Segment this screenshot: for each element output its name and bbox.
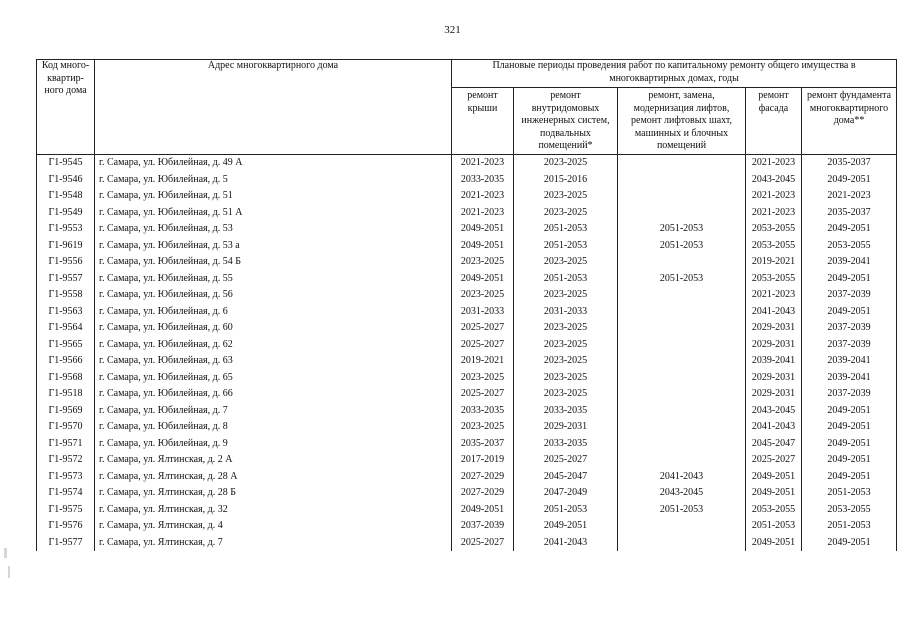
cell-address: г. Самара, ул. Юбилейная, д. 49 А — [95, 155, 452, 172]
cell-foundation: 2039-2041 — [802, 254, 897, 271]
cell-address: г. Самара, ул. Юбилейная, д. 66 — [95, 386, 452, 403]
cell-foundation: 2051-2053 — [802, 518, 897, 535]
table-row — [37, 254, 897, 271]
cell-engineering: 2025-2027 — [514, 452, 618, 469]
cell-facade: 2043-2045 — [746, 403, 802, 420]
cell-foundation: 2049-2051 — [802, 436, 897, 453]
cell-roof: 2025-2027 — [452, 320, 514, 337]
cell-address: г. Самара, ул. Ялтинская, д. 4 — [95, 518, 452, 535]
cell-engineering: 2033-2035 — [514, 436, 618, 453]
table-row — [37, 337, 897, 354]
cell-roof: 2023-2025 — [452, 370, 514, 387]
table-row — [37, 518, 897, 535]
cell-facade: 2029-2031 — [746, 386, 802, 403]
cell-engineering: 2049-2051 — [514, 518, 618, 535]
cell-address: г. Самара, ул. Юбилейная, д. 5 — [95, 172, 452, 189]
cell-facade: 2021-2023 — [746, 155, 802, 172]
cell-engineering: 2023-2025 — [514, 188, 618, 205]
cell-roof: 2049-2051 — [452, 502, 514, 519]
cell-facade: 2025-2027 — [746, 452, 802, 469]
cell-code: Г1-9558 — [37, 287, 95, 304]
cell-elevators — [618, 155, 746, 172]
cell-foundation: 2051-2053 — [802, 485, 897, 502]
cell-address: г. Самара, ул. Юбилейная, д. 6 — [95, 304, 452, 321]
cell-elevators: 2051-2053 — [618, 502, 746, 519]
cell-elevators: 2041-2043 — [618, 469, 746, 486]
cell-address: г. Самара, ул. Юбилейная, д. 7 — [95, 403, 452, 420]
cell-roof: 2027-2029 — [452, 469, 514, 486]
cell-address: г. Самара, ул. Юбилейная, д. 53 а — [95, 238, 452, 255]
cell-roof: 2021-2023 — [452, 155, 514, 172]
cell-facade: 2053-2055 — [746, 238, 802, 255]
cell-roof: 2037-2039 — [452, 518, 514, 535]
cell-code: Г1-9557 — [37, 271, 95, 288]
cell-code: Г1-9556 — [37, 254, 95, 271]
cell-engineering: 2047-2049 — [514, 485, 618, 502]
table-row — [37, 320, 897, 337]
cell-elevators: 2051-2053 — [618, 238, 746, 255]
cell-code: Г1-9574 — [37, 485, 95, 502]
cell-elevators — [618, 370, 746, 387]
cell-foundation: 2049-2051 — [802, 403, 897, 420]
cell-address: г. Самара, ул. Юбилейная, д. 55 — [95, 271, 452, 288]
cell-elevators — [618, 304, 746, 321]
cell-roof: 2031-2033 — [452, 304, 514, 321]
table-row — [37, 188, 897, 205]
cell-foundation: 2021-2023 — [802, 188, 897, 205]
cell-roof: 2025-2027 — [452, 386, 514, 403]
cell-facade: 2053-2055 — [746, 221, 802, 238]
cell-elevators — [618, 518, 746, 535]
cell-elevators — [618, 287, 746, 304]
cell-foundation: 2049-2051 — [802, 221, 897, 238]
cell-code: Г1-9575 — [37, 502, 95, 519]
header-address: Адрес многоквартирного дома — [95, 60, 452, 155]
cell-foundation: 2037-2039 — [802, 320, 897, 337]
cell-facade: 2049-2051 — [746, 485, 802, 502]
cell-roof: 2021-2023 — [452, 205, 514, 222]
cell-engineering: 2051-2053 — [514, 238, 618, 255]
cell-address: г. Самара, ул. Юбилейная, д. 62 — [95, 337, 452, 354]
cell-code: Г1-9577 — [37, 535, 95, 552]
header-engineering: ремонт внутридомовых инженерных систем, подвальных помещений* — [514, 88, 618, 155]
cell-roof: 2033-2035 — [452, 172, 514, 189]
cell-address: г. Самара, ул. Юбилейная, д. 56 — [95, 287, 452, 304]
header-facade: ремонт фасада — [746, 88, 802, 155]
cell-engineering: 2051-2053 — [514, 502, 618, 519]
cell-code: Г1-9573 — [37, 469, 95, 486]
header-roof: ремонт крыши — [452, 88, 514, 155]
table-body — [37, 155, 897, 552]
cell-engineering: 2023-2025 — [514, 337, 618, 354]
cell-elevators: 2043-2045 — [618, 485, 746, 502]
cell-roof: 2049-2051 — [452, 221, 514, 238]
cell-address: г. Самара, ул. Ялтинская, д. 32 — [95, 502, 452, 519]
cell-elevators — [618, 188, 746, 205]
cell-address: г. Самара, ул. Юбилейная, д. 63 — [95, 353, 452, 370]
cell-foundation: 2053-2055 — [802, 238, 897, 255]
cell-foundation: 2039-2041 — [802, 353, 897, 370]
cell-engineering: 2023-2025 — [514, 320, 618, 337]
table-row — [37, 353, 897, 370]
cell-roof: 2049-2051 — [452, 271, 514, 288]
table-row — [37, 469, 897, 486]
cell-elevators — [618, 320, 746, 337]
table-row — [37, 287, 897, 304]
scan-artifact — [8, 566, 10, 578]
cell-code: Г1-9563 — [37, 304, 95, 321]
cell-code: Г1-9546 — [37, 172, 95, 189]
cell-foundation: 2049-2051 — [802, 172, 897, 189]
cell-roof: 2033-2035 — [452, 403, 514, 420]
cell-facade: 2043-2045 — [746, 172, 802, 189]
cell-facade: 2041-2043 — [746, 304, 802, 321]
cell-address: г. Самара, ул. Юбилейная, д. 51 А — [95, 205, 452, 222]
cell-foundation: 2037-2039 — [802, 386, 897, 403]
cell-elevators: 2051-2053 — [618, 221, 746, 238]
cell-address: г. Самара, ул. Ялтинская, д. 2 А — [95, 452, 452, 469]
cell-engineering: 2051-2053 — [514, 221, 618, 238]
cell-foundation: 2053-2055 — [802, 502, 897, 519]
cell-roof: 2035-2037 — [452, 436, 514, 453]
cell-address: г. Самара, ул. Ялтинская, д. 7 — [95, 535, 452, 552]
capital-repair-schedule-table — [36, 59, 897, 551]
cell-engineering: 2023-2025 — [514, 205, 618, 222]
cell-foundation: 2049-2051 — [802, 452, 897, 469]
cell-code: Г1-9571 — [37, 436, 95, 453]
cell-roof: 2019-2021 — [452, 353, 514, 370]
table-row — [37, 155, 897, 172]
cell-elevators — [618, 436, 746, 453]
cell-facade: 2029-2031 — [746, 337, 802, 354]
table-row — [37, 238, 897, 255]
cell-foundation: 2049-2051 — [802, 419, 897, 436]
cell-address: г. Самара, ул. Юбилейная, д. 8 — [95, 419, 452, 436]
cell-facade: 2049-2051 — [746, 535, 802, 552]
cell-roof: 2023-2025 — [452, 287, 514, 304]
cell-foundation: 2049-2051 — [802, 469, 897, 486]
cell-code: Г1-9549 — [37, 205, 95, 222]
cell-engineering: 2023-2025 — [514, 353, 618, 370]
cell-roof: 2027-2029 — [452, 485, 514, 502]
cell-facade: 2053-2055 — [746, 502, 802, 519]
cell-code: Г1-9566 — [37, 353, 95, 370]
cell-address: г. Самара, ул. Юбилейная, д. 51 — [95, 188, 452, 205]
cell-elevators — [618, 403, 746, 420]
cell-facade: 2041-2043 — [746, 419, 802, 436]
cell-engineering: 2015-2016 — [514, 172, 618, 189]
cell-code: Г1-9565 — [37, 337, 95, 354]
cell-foundation: 2035-2037 — [802, 205, 897, 222]
scan-artifact — [4, 548, 7, 558]
table-row — [37, 535, 897, 552]
cell-elevators — [618, 419, 746, 436]
cell-elevators — [618, 452, 746, 469]
cell-code: Г1-9619 — [37, 238, 95, 255]
cell-facade: 2029-2031 — [746, 370, 802, 387]
cell-roof: 2023-2025 — [452, 254, 514, 271]
cell-elevators — [618, 386, 746, 403]
cell-engineering: 2023-2025 — [514, 254, 618, 271]
cell-engineering: 2033-2035 — [514, 403, 618, 420]
cell-code: Г1-9569 — [37, 403, 95, 420]
cell-address: г. Самара, ул. Юбилейная, д. 53 — [95, 221, 452, 238]
cell-engineering: 2045-2047 — [514, 469, 618, 486]
cell-roof: 2017-2019 — [452, 452, 514, 469]
cell-foundation: 2039-2041 — [802, 370, 897, 387]
cell-elevators — [618, 254, 746, 271]
cell-engineering: 2023-2025 — [514, 370, 618, 387]
cell-address: г. Самара, ул. Юбилейная, д. 65 — [95, 370, 452, 387]
cell-foundation: 2049-2051 — [802, 271, 897, 288]
table-row — [37, 403, 897, 420]
header-periods: Плановые периоды проведения работ по капитальному ремонту общего имущества в многоквартирных домах, годы — [452, 60, 897, 88]
table-row — [37, 370, 897, 387]
cell-roof: 2023-2025 — [452, 419, 514, 436]
cell-elevators — [618, 353, 746, 370]
cell-engineering: 2023-2025 — [514, 287, 618, 304]
table-row — [37, 172, 897, 189]
cell-elevators — [618, 205, 746, 222]
cell-facade: 2021-2023 — [746, 287, 802, 304]
cell-foundation: 2049-2051 — [802, 535, 897, 552]
cell-elevators — [618, 172, 746, 189]
cell-engineering: 2023-2025 — [514, 386, 618, 403]
cell-roof: 2025-2027 — [452, 535, 514, 552]
table-row — [37, 304, 897, 321]
cell-facade: 2051-2053 — [746, 518, 802, 535]
cell-engineering: 2051-2053 — [514, 271, 618, 288]
table-row — [37, 485, 897, 502]
cell-elevators — [618, 337, 746, 354]
table-row — [37, 436, 897, 453]
header-elevators: ремонт, замена, модернизация лифтов, ремонт лифтовых шахт, машинных и блочных помещений — [618, 88, 746, 155]
cell-foundation: 2037-2039 — [802, 287, 897, 304]
table-row — [37, 271, 897, 288]
cell-facade: 2045-2047 — [746, 436, 802, 453]
cell-facade: 2019-2021 — [746, 254, 802, 271]
cell-foundation: 2035-2037 — [802, 155, 897, 172]
cell-address: г. Самара, ул. Юбилейная, д. 54 Б — [95, 254, 452, 271]
table-row — [37, 386, 897, 403]
cell-facade: 2049-2051 — [746, 469, 802, 486]
cell-engineering: 2031-2033 — [514, 304, 618, 321]
header-code: Код много-квартир-ного дома — [37, 60, 95, 155]
cell-facade: 2053-2055 — [746, 271, 802, 288]
table-row — [37, 221, 897, 238]
cell-facade: 2039-2041 — [746, 353, 802, 370]
cell-code: Г1-9576 — [37, 518, 95, 535]
cell-elevators — [618, 535, 746, 552]
cell-facade: 2021-2023 — [746, 205, 802, 222]
header-foundation: ремонт фундамента многоквартирного дома** — [802, 88, 897, 155]
cell-address: г. Самара, ул. Юбилейная, д. 60 — [95, 320, 452, 337]
cell-foundation: 2037-2039 — [802, 337, 897, 354]
cell-code: Г1-9564 — [37, 320, 95, 337]
cell-roof: 2049-2051 — [452, 238, 514, 255]
cell-address: г. Самара, ул. Ялтинская, д. 28 Б — [95, 485, 452, 502]
table-row — [37, 419, 897, 436]
cell-roof: 2025-2027 — [452, 337, 514, 354]
cell-engineering: 2029-2031 — [514, 419, 618, 436]
page-number: 321 — [444, 24, 461, 36]
table-row — [37, 502, 897, 519]
cell-foundation: 2049-2051 — [802, 304, 897, 321]
cell-code: Г1-9548 — [37, 188, 95, 205]
cell-code: Г1-9518 — [37, 386, 95, 403]
cell-elevators: 2051-2053 — [618, 271, 746, 288]
cell-facade: 2029-2031 — [746, 320, 802, 337]
cell-code: Г1-9553 — [37, 221, 95, 238]
cell-facade: 2021-2023 — [746, 188, 802, 205]
table-row — [37, 452, 897, 469]
cell-code: Г1-9568 — [37, 370, 95, 387]
table-row — [37, 205, 897, 222]
cell-code: Г1-9572 — [37, 452, 95, 469]
table-header — [37, 60, 897, 155]
cell-address: г. Самара, ул. Ялтинская, д. 28 А — [95, 469, 452, 486]
cell-engineering: 2023-2025 — [514, 155, 618, 172]
cell-code: Г1-9545 — [37, 155, 95, 172]
cell-address: г. Самара, ул. Юбилейная, д. 9 — [95, 436, 452, 453]
cell-code: Г1-9570 — [37, 419, 95, 436]
cell-engineering: 2041-2043 — [514, 535, 618, 552]
cell-roof: 2021-2023 — [452, 188, 514, 205]
